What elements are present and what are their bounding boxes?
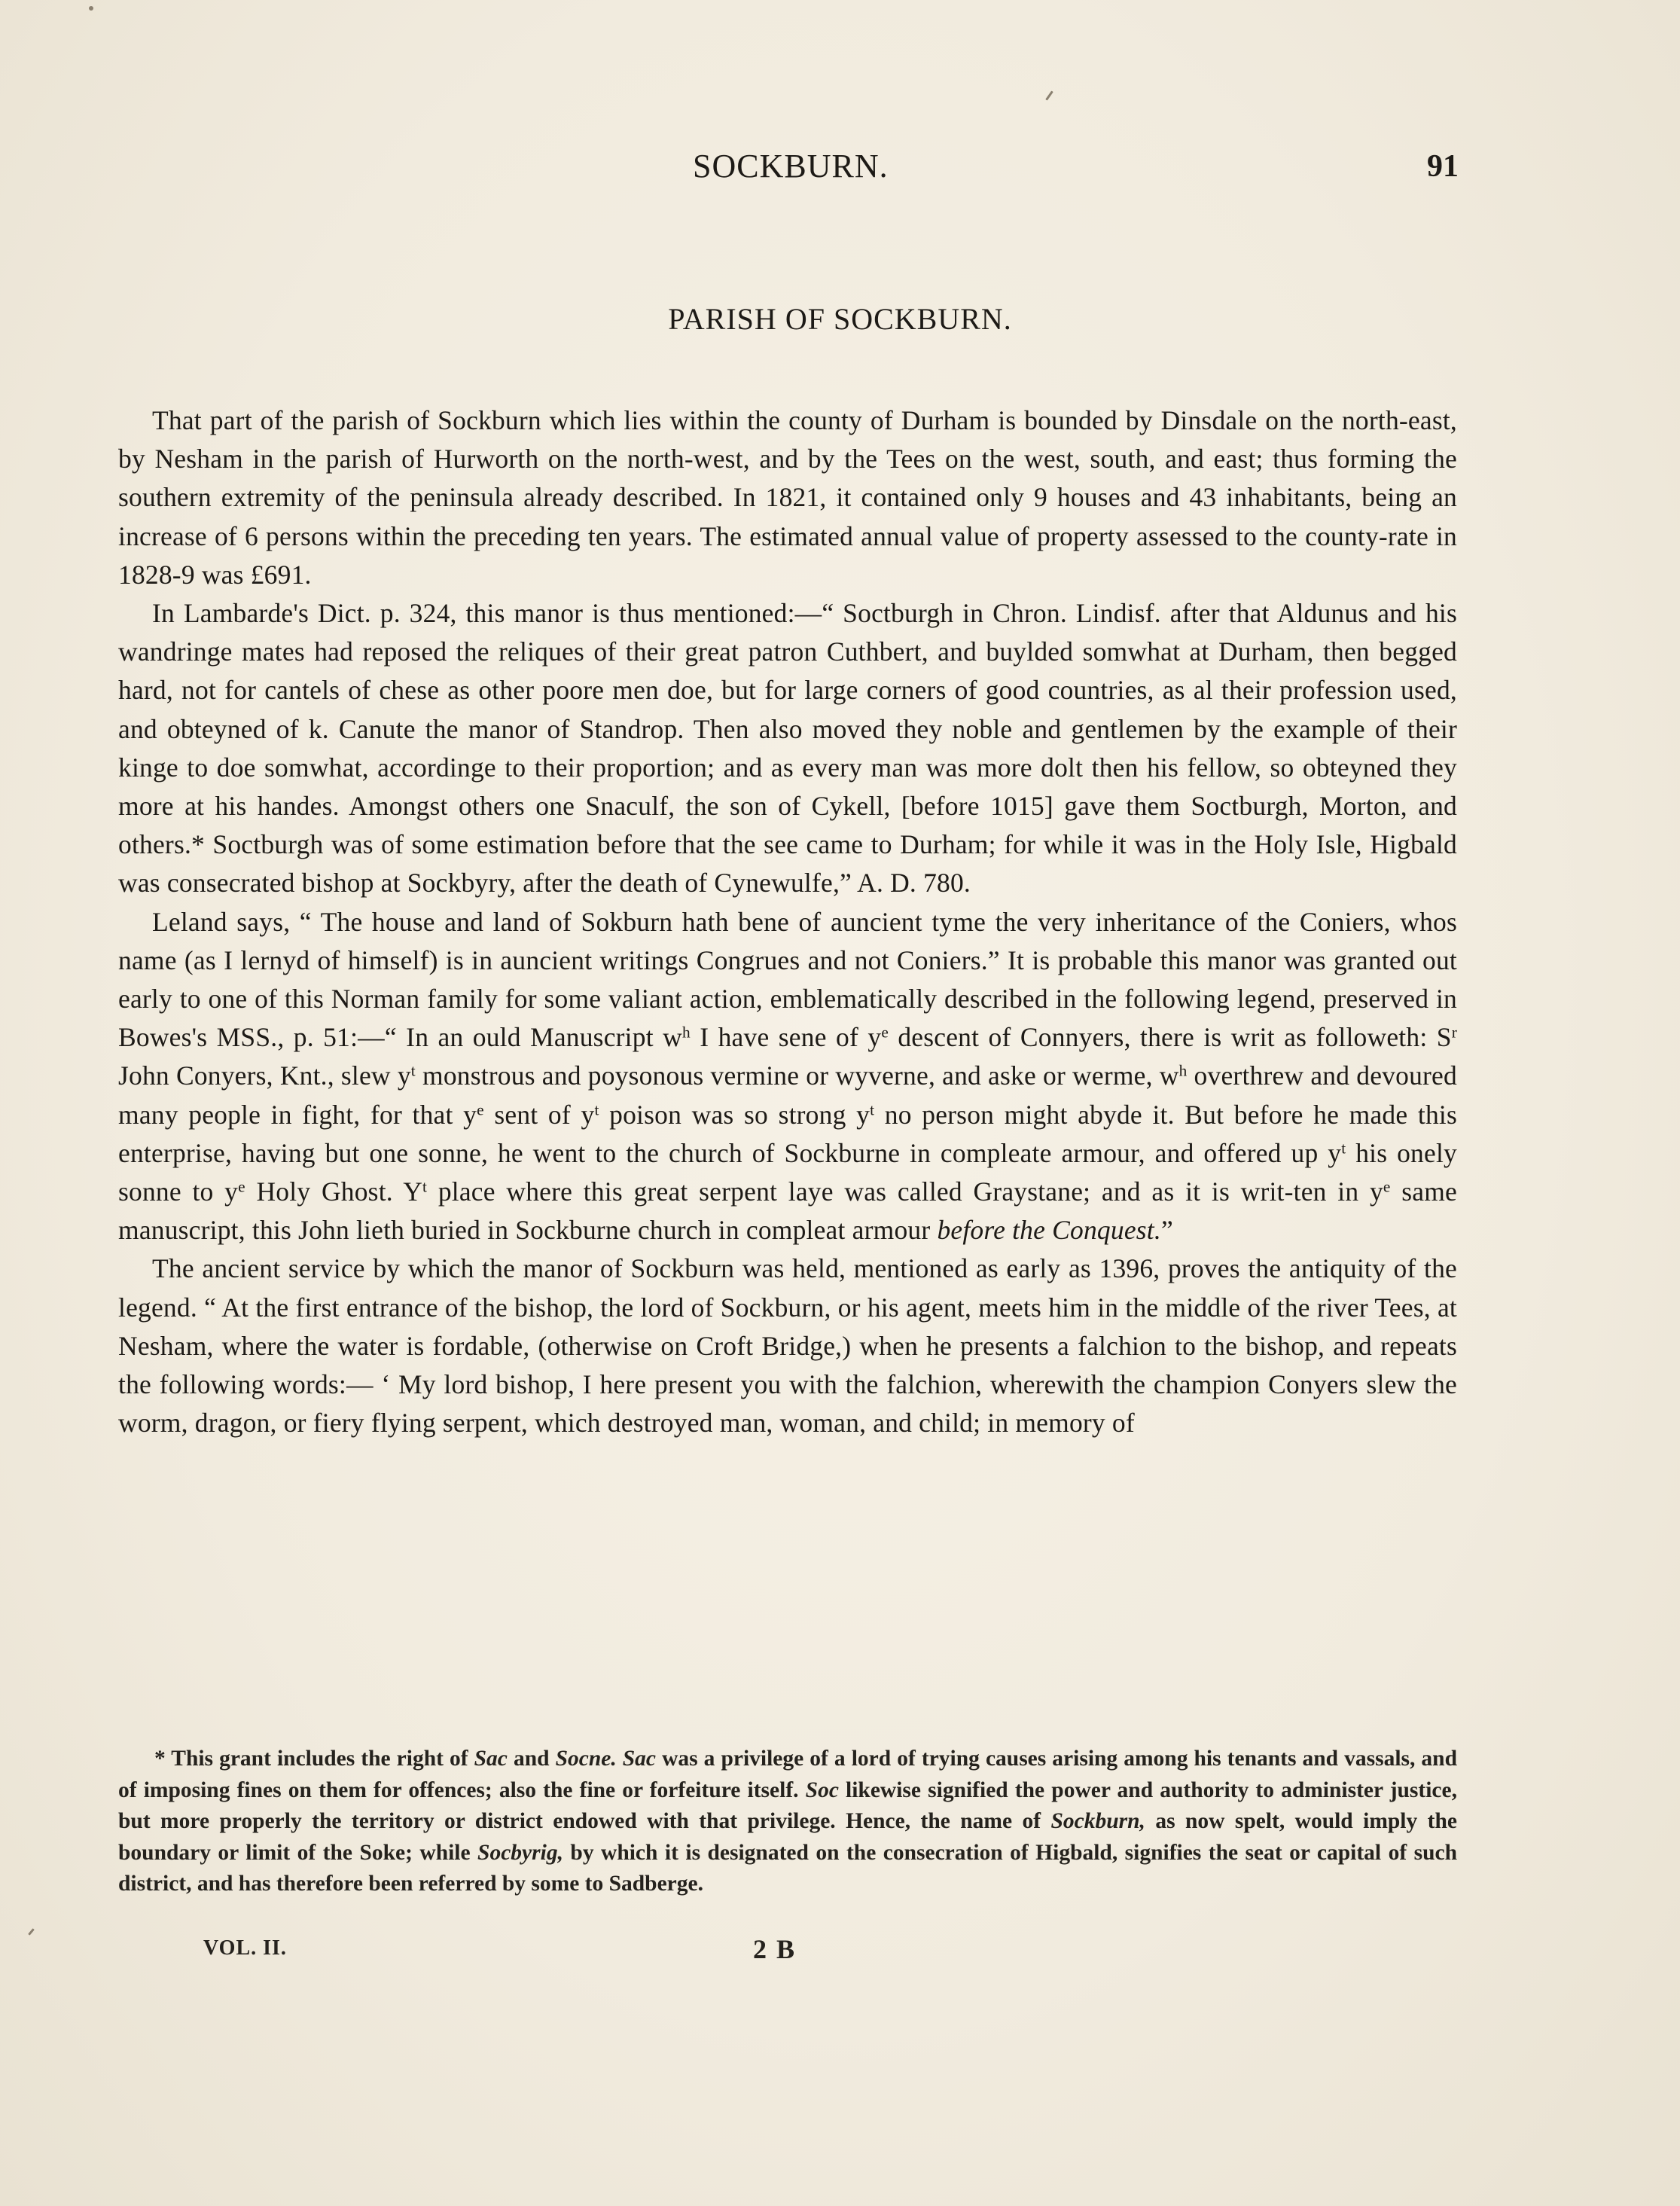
- superscript: r: [1451, 1023, 1457, 1042]
- italic-text: Sac: [474, 1747, 508, 1771]
- signature-line: [203, 1933, 1258, 1971]
- footnote-segment: was a privilege of a lord of trying causes arising among his tenants and vassals, and of imposing fines on them for offences; also the fine or forfeiture itself.: [118, 1747, 1457, 1802]
- paragraph-text: In Lambarde's Dict. p. 324, this manor is thus mentioned:—“ Soctburgh in Chron. Lindisf. after that Aldunus and his wandringe mates had reposed the reliques of their great patron Cuthbert, and buylded somwhat at Durham, then begged hard, not for cantels of chese as other poore men doe, but for large corners of good countries, as al their profession used, and obteyned of k. Canute the manor of Standrop. Then also moved they noble and gentlemen by the example of their kinge to doe somwhat, accordinge to their proportion; and as every man was more dolt then his fellow, so obteyned they more at his handes. Amongst others one Snaculf, the son of Cykell, [before 1015] gave them Soctburgh, Morton, and others.* Soctburgh was of some estimation before that the see came to Durham; for while it was in the Holy Isle, Higbald was consecrated bishop at Sockbyry, after the death of Cynewulfe,” A. D. 780.: [118, 598, 1457, 899]
- paragraph-text: sent of y: [483, 1099, 595, 1130]
- italic-text: Socbyrig,: [477, 1840, 563, 1865]
- volume-label: VOL. II.: [203, 1936, 287, 1960]
- footnote: [118, 1744, 1457, 1900]
- paper-speck: [1045, 90, 1053, 100]
- superscript: h: [1178, 1061, 1188, 1080]
- paragraph-text: place where this great serpent laye was called Graystane; and as it is writ-ten in y: [427, 1176, 1383, 1207]
- superscript: t: [1341, 1139, 1346, 1158]
- footnote-segment: and: [507, 1747, 556, 1771]
- paper-speck: [89, 6, 93, 11]
- paragraph-text: monstrous and poysonous vermine or wyverne, and aske or werme, w: [415, 1060, 1179, 1091]
- running-head: [0, 147, 1680, 192]
- paragraph-text: Leland says, “ The house and land of Sokburn hath bene of auncient tyme the very inheritance of the Coniers, whos name (as I lernyd of himself) is in auncient writings Congrues and not Coniers.” It is probable this manor was granted out early to one of this Norman family for some valiant action, emblematically described in the following legend, preserved in Bowes's MSS., p. 51:—“ In an ould Manuscript w: [118, 906, 1457, 1053]
- paragraph-text: overthrew and devoured many people in fight, for that y: [118, 1060, 1457, 1130]
- paragraph-text: That part of the parish of Sockburn which lies within the county of Durham is bounded by Dinsdale on the north-east, by Nesham in the parish of Hurworth on the north-west, and by the Tees on the west, south, and east; thus forming the southern extremity of the peninsula already described. In 1821, it contained only 9 houses and 43 inhabitants, being an increase of 6 persons within the preceding ten years. The estimated annual value of property assessed to the county-rate in 1828-9 was £691.: [118, 405, 1457, 590]
- signature-mark: 2 B: [753, 1934, 797, 1964]
- paragraph-text: his onely sonne to y: [118, 1137, 1457, 1207]
- paragraph-2: [118, 594, 1457, 903]
- paragraph-text: poison was so strong y: [599, 1099, 870, 1130]
- superscript: t: [870, 1100, 875, 1118]
- footnote-segment: as now spelt, would imply the boundary or limit of the Soke; while: [118, 1809, 1457, 1865]
- superscript: e: [881, 1023, 889, 1042]
- superscript: t: [594, 1100, 599, 1118]
- paragraph-text: Holy Ghost. Y: [245, 1176, 423, 1207]
- superscript: t: [410, 1061, 416, 1080]
- section-title: PARISH OF SOCKBURN.: [668, 302, 1012, 336]
- paragraph-text: The ancient service by which the manor of Sockburn was held, mentioned as early as 1396, proves the antiquity of the legend. “ At the first entrance of the bishop, the lord of Sockburn, or his agent, meets him in the middle of the river Tees, at Nesham, where the water is fordable, (otherwise on Croft Bridge,) when he presents a falchion to the bishop, and repeats the following words:— ‘ My lord bishop, I here present you with the falchion, wherewith the champion Conyers slew the worm, dragon, or fiery flying serpent, which destroyed man, woman, and child; in memory of: [118, 1253, 1457, 1439]
- paragraph-text: no person might abyde it. But before he made this enterprise, having but one sonne, he went to the church of Sockburne in compleate armour, and offered up y: [118, 1099, 1457, 1168]
- paragraph-text: John Conyers, Knt., slew y: [118, 1060, 411, 1091]
- paragraph-3: [118, 903, 1457, 1250]
- footnote-text: [118, 1744, 1457, 1900]
- paper-speck: [28, 1928, 35, 1936]
- italic-text: Sac: [622, 1747, 657, 1771]
- italic-text: Socne.: [555, 1747, 617, 1771]
- superscript: e: [238, 1177, 245, 1196]
- footnote-segment: [617, 1747, 623, 1771]
- body-text: [118, 401, 1457, 1442]
- superscript: t: [422, 1177, 428, 1196]
- running-head-title: SOCKBURN.: [693, 148, 889, 185]
- paragraph-text: I have sene of y: [690, 1022, 882, 1053]
- paragraph-text: descent of Connyers, there is writ as followeth: S: [888, 1022, 1452, 1053]
- superscript: h: [681, 1023, 691, 1042]
- footnote-segment: by which it is designated on the consecration of Higbald, signifies the seat or capital of such district, and has therefore been referred by some to Sadberge.: [118, 1840, 1457, 1896]
- italic-text: before the Conquest.: [937, 1215, 1161, 1246]
- italic-text: Sockburn,: [1050, 1809, 1145, 1833]
- italic-text: Soc: [805, 1777, 839, 1802]
- paragraph-4: [118, 1249, 1457, 1442]
- superscript: e: [1383, 1177, 1391, 1196]
- paragraph-1: [118, 401, 1457, 594]
- footnote-segment: * This grant includes the right of: [154, 1747, 474, 1771]
- footnote-segment: likewise signified the power and authority to administer justice, but more properly the territory or district endowed with that privilege. Hence, the name of: [118, 1777, 1457, 1833]
- superscript: e: [477, 1100, 484, 1118]
- paragraph-text: ”: [1160, 1215, 1173, 1246]
- paragraph-text: same manuscript, this John lieth buried in Sockburne church in compleat armour: [118, 1176, 1457, 1246]
- page-number: 91: [1427, 149, 1459, 184]
